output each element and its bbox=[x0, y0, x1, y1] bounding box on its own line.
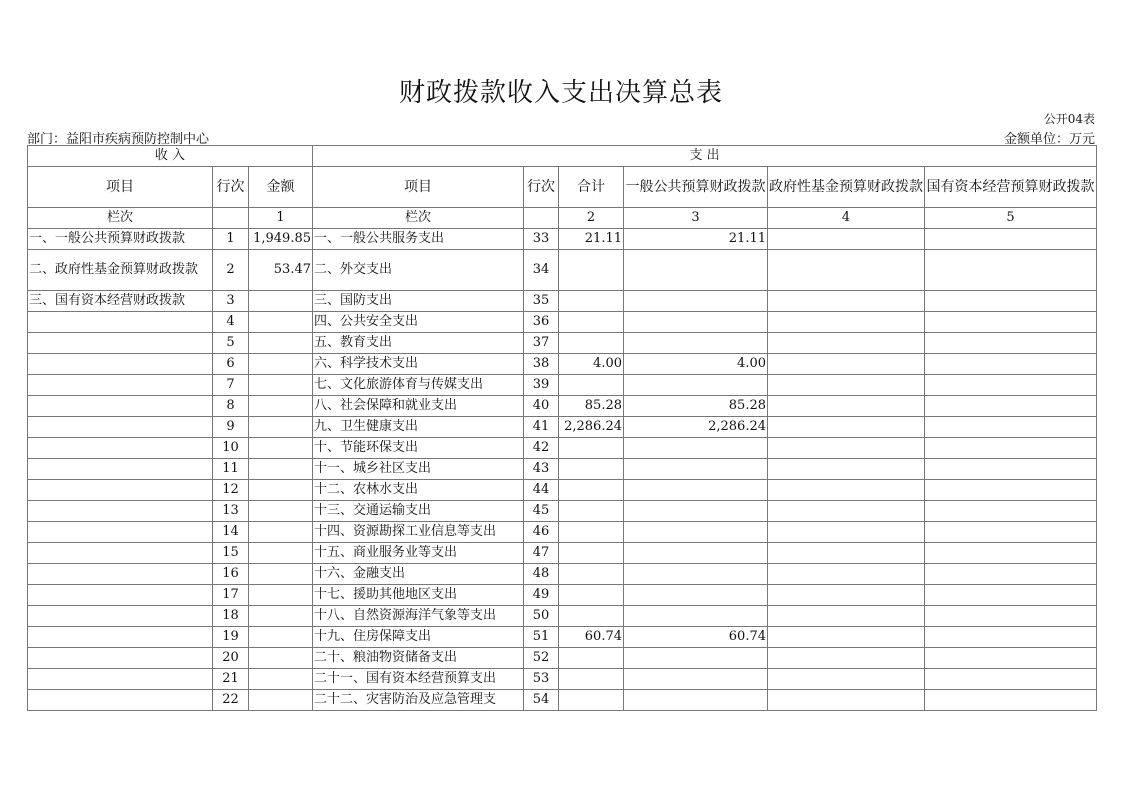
total-amount: 21.11 bbox=[559, 229, 624, 250]
column-5: 5 bbox=[925, 208, 1097, 229]
general-budget-amount bbox=[624, 501, 768, 522]
table-body bbox=[28, 229, 1097, 711]
expense-row-no: 37 bbox=[524, 333, 559, 354]
table-row bbox=[28, 229, 1097, 250]
table-row bbox=[28, 648, 1097, 669]
state-capital-amount bbox=[925, 333, 1097, 354]
state-capital-amount bbox=[925, 375, 1097, 396]
state-capital-amount bbox=[925, 627, 1097, 648]
expense-row-no-header: 行次 bbox=[524, 167, 559, 208]
table-row bbox=[28, 396, 1097, 417]
expense-item: 十一、城乡社区支出 bbox=[313, 459, 524, 480]
state-capital-amount bbox=[925, 648, 1097, 669]
total-amount bbox=[559, 669, 624, 690]
state-capital-amount bbox=[925, 564, 1097, 585]
general-budget-amount: 85.28 bbox=[624, 396, 768, 417]
state-capital-amount bbox=[925, 250, 1097, 291]
expense-item: 二十二、灾害防治及应急管理支 bbox=[313, 690, 524, 711]
table-row bbox=[28, 312, 1097, 333]
gov-fund-amount bbox=[768, 543, 925, 564]
table-row bbox=[28, 438, 1097, 459]
expense-item: 九、卫生健康支出 bbox=[313, 417, 524, 438]
expense-row-no: 35 bbox=[524, 291, 559, 312]
unit-label: 金额单位：万元 bbox=[1003, 132, 1095, 147]
state-capital-header: 国有资本经营预算财政拨款 bbox=[925, 167, 1097, 208]
gov-fund-amount bbox=[768, 375, 925, 396]
total-amount bbox=[559, 648, 624, 669]
income-amount bbox=[249, 417, 313, 438]
income-item bbox=[28, 438, 213, 459]
column-label: 栏次 bbox=[28, 208, 213, 229]
income-item bbox=[28, 459, 213, 480]
expense-row-no: 48 bbox=[524, 564, 559, 585]
expense-item: 十二、农林水支出 bbox=[313, 480, 524, 501]
income-item bbox=[28, 627, 213, 648]
table-row bbox=[28, 606, 1097, 627]
total-amount: 60.74 bbox=[559, 627, 624, 648]
total-amount bbox=[559, 564, 624, 585]
income-amount bbox=[249, 522, 313, 543]
state-capital-amount bbox=[925, 606, 1097, 627]
total-amount bbox=[559, 606, 624, 627]
gov-fund-amount bbox=[768, 480, 925, 501]
state-capital-amount bbox=[925, 669, 1097, 690]
table-row bbox=[28, 501, 1097, 522]
column-1: 1 bbox=[249, 208, 313, 229]
income-item bbox=[28, 606, 213, 627]
gov-fund-amount bbox=[768, 354, 925, 375]
gov-fund-amount bbox=[768, 312, 925, 333]
general-budget-amount bbox=[624, 669, 768, 690]
state-capital-amount bbox=[925, 312, 1097, 333]
general-budget-amount bbox=[624, 585, 768, 606]
total-amount bbox=[559, 333, 624, 354]
general-budget-amount: 4.00 bbox=[624, 354, 768, 375]
income-row-no: 12 bbox=[213, 480, 249, 501]
expense-row-no: 54 bbox=[524, 690, 559, 711]
expense-item: 七、文化旅游体育与传媒支出 bbox=[313, 375, 524, 396]
income-amount bbox=[249, 291, 313, 312]
general-budget-amount bbox=[624, 522, 768, 543]
expense-row-no: 49 bbox=[524, 585, 559, 606]
general-budget-amount bbox=[624, 564, 768, 585]
column-4: 4 bbox=[768, 208, 925, 229]
expense-item: 二十、粮油物资储备支出 bbox=[313, 648, 524, 669]
gov-fund-amount bbox=[768, 417, 925, 438]
income-row-no: 22 bbox=[213, 690, 249, 711]
expense-row-no: 38 bbox=[524, 354, 559, 375]
expense-item: 三、国防支出 bbox=[313, 291, 524, 312]
total-amount: 85.28 bbox=[559, 396, 624, 417]
general-budget-amount bbox=[624, 690, 768, 711]
total-amount bbox=[559, 459, 624, 480]
gov-fund-amount bbox=[768, 648, 925, 669]
expense-row-no: 33 bbox=[524, 229, 559, 250]
gov-fund-amount bbox=[768, 669, 925, 690]
income-item bbox=[28, 333, 213, 354]
expense-item: 一、一般公共服务支出 bbox=[313, 229, 524, 250]
gov-fund-amount bbox=[768, 396, 925, 417]
gov-fund-amount bbox=[768, 250, 925, 291]
income-item: 二、政府性基金预算财政拨款 bbox=[28, 250, 213, 291]
income-row-no: 3 bbox=[213, 291, 249, 312]
income-amount bbox=[249, 543, 313, 564]
general-budget-amount bbox=[624, 312, 768, 333]
income-amount bbox=[249, 438, 313, 459]
form-code: 公开04表 bbox=[1043, 112, 1095, 126]
state-capital-amount bbox=[925, 690, 1097, 711]
expense-item: 六、科学技术支出 bbox=[313, 354, 524, 375]
income-item bbox=[28, 669, 213, 690]
income-row-no: 5 bbox=[213, 333, 249, 354]
expense-item: 四、公共安全支出 bbox=[313, 312, 524, 333]
income-amount bbox=[249, 564, 313, 585]
income-row-no: 8 bbox=[213, 396, 249, 417]
table-row bbox=[28, 585, 1097, 606]
gov-fund-amount bbox=[768, 291, 925, 312]
expense-column-label: 栏次 bbox=[313, 208, 524, 229]
income-row-no: 17 bbox=[213, 585, 249, 606]
income-item bbox=[28, 501, 213, 522]
income-amount bbox=[249, 480, 313, 501]
income-item bbox=[28, 564, 213, 585]
expense-item: 八、社会保障和就业支出 bbox=[313, 396, 524, 417]
income-row-no: 16 bbox=[213, 564, 249, 585]
income-row-no: 13 bbox=[213, 501, 249, 522]
state-capital-amount bbox=[925, 229, 1097, 250]
general-budget-amount bbox=[624, 291, 768, 312]
income-amount: 53.47 bbox=[249, 250, 313, 291]
table-row bbox=[28, 354, 1097, 375]
income-amount bbox=[249, 669, 313, 690]
budget-table bbox=[27, 145, 1097, 711]
general-budget-amount bbox=[624, 648, 768, 669]
table-row bbox=[28, 291, 1097, 312]
income-item bbox=[28, 690, 213, 711]
total-amount bbox=[559, 585, 624, 606]
table-row bbox=[28, 690, 1097, 711]
general-budget-amount bbox=[624, 250, 768, 291]
expense-item-header: 项目 bbox=[313, 167, 524, 208]
table-row bbox=[28, 480, 1097, 501]
income-amount bbox=[249, 648, 313, 669]
income-row-no: 11 bbox=[213, 459, 249, 480]
expense-item: 二、外交支出 bbox=[313, 250, 524, 291]
expense-header: 支 出 bbox=[313, 146, 1097, 167]
total-amount bbox=[559, 375, 624, 396]
page-title: 财政拨款收入支出决算总表 bbox=[398, 78, 723, 108]
expense-item: 十六、金融支出 bbox=[313, 564, 524, 585]
state-capital-amount bbox=[925, 396, 1097, 417]
income-amount bbox=[249, 690, 313, 711]
expense-row-no: 50 bbox=[524, 606, 559, 627]
table-row bbox=[28, 375, 1097, 396]
total-amount bbox=[559, 438, 624, 459]
table-row bbox=[28, 522, 1097, 543]
expense-row-no: 51 bbox=[524, 627, 559, 648]
state-capital-amount bbox=[925, 438, 1097, 459]
general-budget-amount: 2,286.24 bbox=[624, 417, 768, 438]
general-budget-amount bbox=[624, 459, 768, 480]
table-row bbox=[28, 627, 1097, 648]
gov-fund-amount bbox=[768, 585, 925, 606]
income-item: 三、国有资本经营财政拨款 bbox=[28, 291, 213, 312]
empty-cell bbox=[213, 208, 249, 229]
table-row bbox=[28, 669, 1097, 690]
expense-item: 十八、自然资源海洋气象等支出 bbox=[313, 606, 524, 627]
general-budget-amount bbox=[624, 333, 768, 354]
income-row-no: 6 bbox=[213, 354, 249, 375]
income-item bbox=[28, 585, 213, 606]
table-row bbox=[28, 333, 1097, 354]
income-item bbox=[28, 417, 213, 438]
expense-row-no: 43 bbox=[524, 459, 559, 480]
gov-fund-header: 政府性基金预算财政拨款 bbox=[768, 167, 925, 208]
total-amount bbox=[559, 522, 624, 543]
income-row-no: 18 bbox=[213, 606, 249, 627]
income-amount bbox=[249, 375, 313, 396]
income-amount: 1,949.85 bbox=[249, 229, 313, 250]
gov-fund-amount bbox=[768, 333, 925, 354]
income-row-no: 20 bbox=[213, 648, 249, 669]
table-row bbox=[28, 564, 1097, 585]
total-amount: 2,286.24 bbox=[559, 417, 624, 438]
state-capital-amount bbox=[925, 459, 1097, 480]
total-amount: 4.00 bbox=[559, 354, 624, 375]
state-capital-amount bbox=[925, 354, 1097, 375]
state-capital-amount bbox=[925, 522, 1097, 543]
expense-row-no: 39 bbox=[524, 375, 559, 396]
gov-fund-amount bbox=[768, 606, 925, 627]
income-row-no: 19 bbox=[213, 627, 249, 648]
income-row-no-header: 行次 bbox=[213, 167, 249, 208]
expense-item: 五、教育支出 bbox=[313, 333, 524, 354]
general-budget-header: 一般公共预算财政拨款 bbox=[624, 167, 768, 208]
income-amount bbox=[249, 354, 313, 375]
expense-item: 十四、资源勘探工业信息等支出 bbox=[313, 522, 524, 543]
column-3: 3 bbox=[624, 208, 768, 229]
income-amount bbox=[249, 627, 313, 648]
total-header: 合计 bbox=[559, 167, 624, 208]
income-item bbox=[28, 396, 213, 417]
general-budget-amount: 21.11 bbox=[624, 229, 768, 250]
general-budget-amount bbox=[624, 480, 768, 501]
income-amount-header: 金额 bbox=[249, 167, 313, 208]
income-item bbox=[28, 648, 213, 669]
total-amount bbox=[559, 501, 624, 522]
department-label: 部门：益阳市疾病预防控制中心 bbox=[27, 132, 210, 147]
table-row bbox=[28, 543, 1097, 564]
expense-row-no: 53 bbox=[524, 669, 559, 690]
income-row-no: 21 bbox=[213, 669, 249, 690]
gov-fund-amount bbox=[768, 438, 925, 459]
expense-row-no: 46 bbox=[524, 522, 559, 543]
gov-fund-amount bbox=[768, 229, 925, 250]
state-capital-amount bbox=[925, 585, 1097, 606]
income-item bbox=[28, 522, 213, 543]
income-amount bbox=[249, 459, 313, 480]
income-amount bbox=[249, 585, 313, 606]
expense-row-no: 44 bbox=[524, 480, 559, 501]
state-capital-amount bbox=[925, 291, 1097, 312]
empty-cell bbox=[524, 208, 559, 229]
income-row-no: 10 bbox=[213, 438, 249, 459]
income-item bbox=[28, 543, 213, 564]
income-header: 收 入 bbox=[28, 146, 313, 167]
state-capital-amount bbox=[925, 543, 1097, 564]
expense-item: 十九、住房保障支出 bbox=[313, 627, 524, 648]
income-item-header: 项目 bbox=[28, 167, 213, 208]
income-row-no: 1 bbox=[213, 229, 249, 250]
gov-fund-amount bbox=[768, 564, 925, 585]
income-item bbox=[28, 375, 213, 396]
expense-row-no: 45 bbox=[524, 501, 559, 522]
income-row-no: 9 bbox=[213, 417, 249, 438]
state-capital-amount bbox=[925, 480, 1097, 501]
total-amount bbox=[559, 312, 624, 333]
income-amount bbox=[249, 333, 313, 354]
income-item: 一、一般公共预算财政拨款 bbox=[28, 229, 213, 250]
total-amount bbox=[559, 250, 624, 291]
income-amount bbox=[249, 606, 313, 627]
expense-row-no: 47 bbox=[524, 543, 559, 564]
gov-fund-amount bbox=[768, 522, 925, 543]
expense-item: 十、节能环保支出 bbox=[313, 438, 524, 459]
income-amount bbox=[249, 396, 313, 417]
general-budget-amount: 60.74 bbox=[624, 627, 768, 648]
income-amount bbox=[249, 501, 313, 522]
general-budget-amount bbox=[624, 438, 768, 459]
total-amount bbox=[559, 690, 624, 711]
income-row-no: 4 bbox=[213, 312, 249, 333]
table-row bbox=[28, 459, 1097, 480]
income-item bbox=[28, 480, 213, 501]
income-amount bbox=[249, 312, 313, 333]
gov-fund-amount bbox=[768, 627, 925, 648]
gov-fund-amount bbox=[768, 501, 925, 522]
total-amount bbox=[559, 543, 624, 564]
income-item bbox=[28, 312, 213, 333]
column-2: 2 bbox=[559, 208, 624, 229]
expense-item: 十三、交通运输支出 bbox=[313, 501, 524, 522]
table-row bbox=[28, 417, 1097, 438]
income-item bbox=[28, 354, 213, 375]
expense-row-no: 41 bbox=[524, 417, 559, 438]
gov-fund-amount bbox=[768, 690, 925, 711]
table-row bbox=[28, 250, 1097, 291]
gov-fund-amount bbox=[768, 459, 925, 480]
expense-row-no: 40 bbox=[524, 396, 559, 417]
general-budget-amount bbox=[624, 606, 768, 627]
total-amount bbox=[559, 480, 624, 501]
income-row-no: 7 bbox=[213, 375, 249, 396]
general-budget-amount bbox=[624, 375, 768, 396]
expense-row-no: 36 bbox=[524, 312, 559, 333]
expense-item: 十七、援助其他地区支出 bbox=[313, 585, 524, 606]
expense-item: 二十一、国有资本经营预算支出 bbox=[313, 669, 524, 690]
state-capital-amount bbox=[925, 417, 1097, 438]
income-row-no: 15 bbox=[213, 543, 249, 564]
general-budget-amount bbox=[624, 543, 768, 564]
state-capital-amount bbox=[925, 501, 1097, 522]
income-row-no: 2 bbox=[213, 250, 249, 291]
expense-item: 十五、商业服务业等支出 bbox=[313, 543, 524, 564]
total-amount bbox=[559, 291, 624, 312]
expense-row-no: 52 bbox=[524, 648, 559, 669]
income-row-no: 14 bbox=[213, 522, 249, 543]
expense-row-no: 42 bbox=[524, 438, 559, 459]
expense-row-no: 34 bbox=[524, 250, 559, 291]
